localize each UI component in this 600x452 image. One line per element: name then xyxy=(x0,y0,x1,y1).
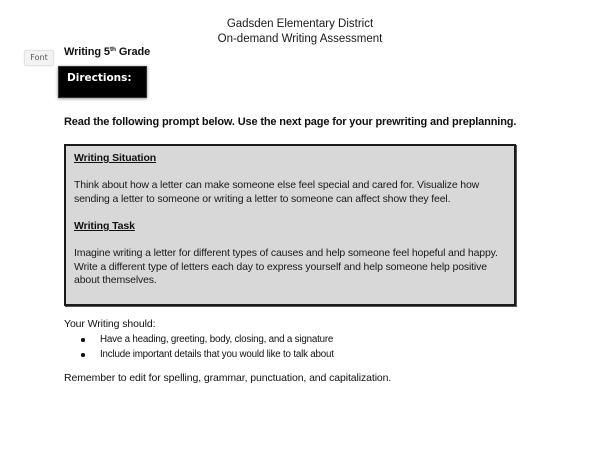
grade-title xyxy=(64,45,150,59)
requirements-list xyxy=(64,332,334,362)
document-header xyxy=(0,17,600,47)
grade-title-superscript: th xyxy=(109,46,116,53)
prompt-box xyxy=(64,144,516,306)
instruction-text: Read the following prompt below. Use the next page for your prewriting and preplanning. xyxy=(64,116,517,128)
writing-situation-text: Think about how a letter can make someone else feel special and cared for. Visualize how sending a letter to someone or writing a letter to someone can affect show they feel. xyxy=(74,179,480,205)
list-item-text: Include important details that you would like to talk about xyxy=(100,349,334,360)
writing-situation-heading: Writing Situation xyxy=(74,152,157,164)
list-item xyxy=(64,347,334,362)
assessment-name: On-demand Writing Assessment xyxy=(217,33,383,45)
directions-label: Directions: xyxy=(67,72,132,84)
bullet-icon xyxy=(81,353,85,357)
directions-box xyxy=(58,66,147,98)
writing-task-text: Imagine writing a letter for different types of causes and help someone feel hopeful and happy. Write a different type of letters each day to express yourself and help someone help positive about themselves. xyxy=(74,247,498,286)
requirements-label: Your Writing should: xyxy=(64,318,156,330)
grade-title-prefix: Writing 5 xyxy=(64,46,110,58)
bullet-icon xyxy=(81,338,85,342)
font-button[interactable]: Font xyxy=(24,50,54,66)
grade-title-suffix: Grade xyxy=(115,46,151,58)
list-item-text: Have a heading, greeting, body, closing, and a signature xyxy=(100,334,334,345)
list-item xyxy=(64,332,334,347)
district-name: Gadsden Elementary District xyxy=(226,18,374,30)
reminder-text: Remember to edit for spelling, grammar, punctuation, and capitalization. xyxy=(64,372,392,384)
writing-task-heading: Writing Task xyxy=(74,220,135,232)
